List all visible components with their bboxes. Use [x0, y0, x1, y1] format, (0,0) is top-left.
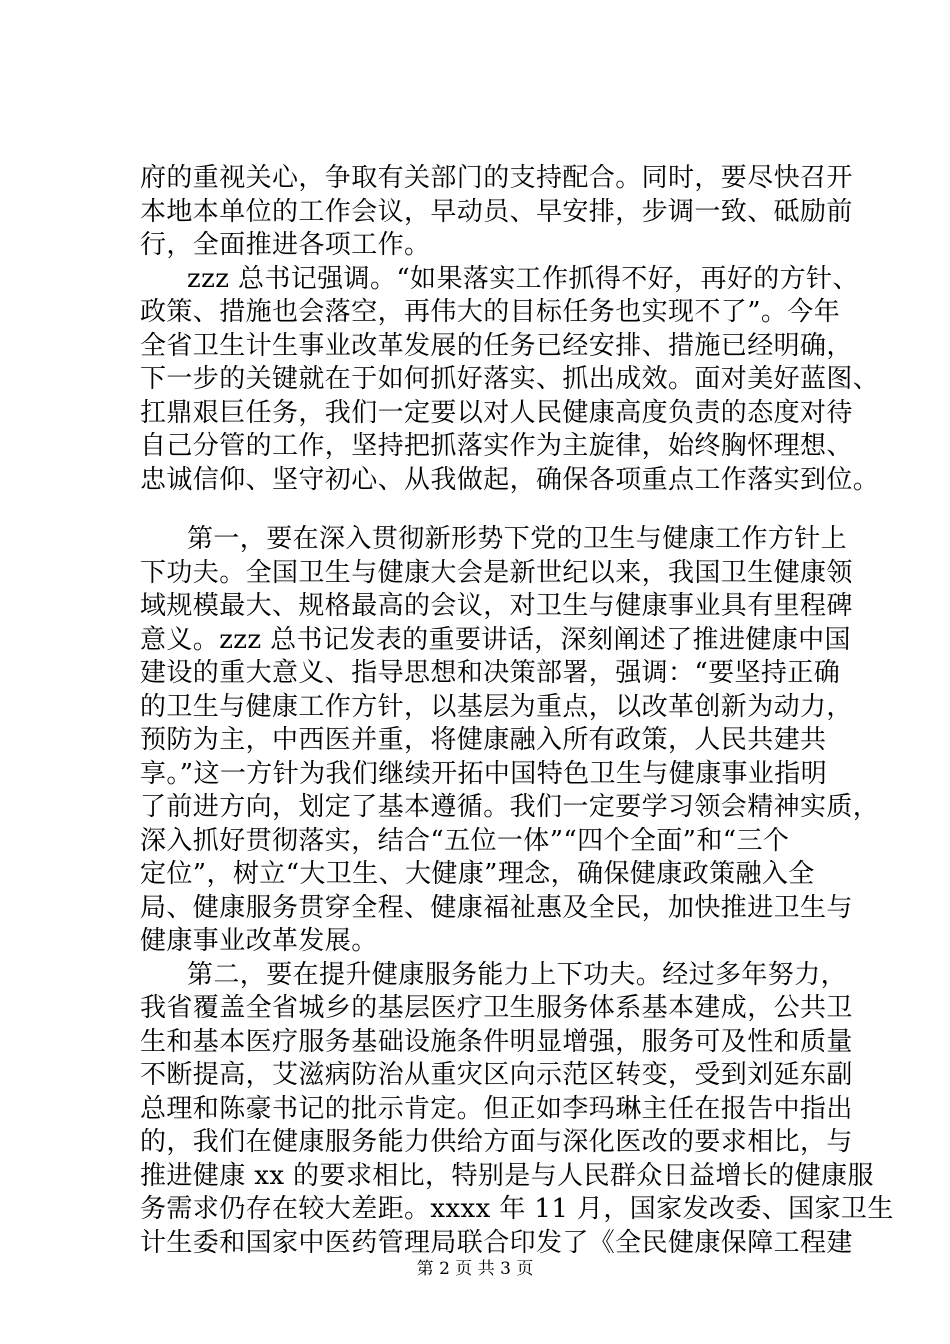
- text-line: zzz 总书记强调。“如果落实工作抓得不好，再好的方针、: [187, 263, 859, 294]
- text-line: 行，全面推进各项工作。: [140, 230, 431, 260]
- text-line: 下功夫。全国卫生与健康大会是新世纪以来，我国卫生健康领: [140, 557, 853, 588]
- text-line: 总理和陈豪书记的批示肯定。但正如李玛琳主任在报告中指出: [140, 1093, 853, 1124]
- text-line: 下一步的关键就在于如何抓好落实、抓出成效。面对美好蓝图、: [140, 364, 880, 394]
- text-line: 全省卫生计生事业改革发展的任务已经安排、措施已经明确，: [140, 330, 853, 361]
- text-line: 的，我们在健康服务能力供给方面与深化医改的要求相比，与: [140, 1127, 853, 1157]
- text-line: 局、健康服务贯穿全程、健康福祉惠及全民，加快推进卫生与: [140, 892, 853, 923]
- text-line: 我省覆盖全省城乡的基层医疗卫生服务体系基本建成，公共卫: [140, 993, 853, 1023]
- text-line: 第二，要在提升健康服务能力上下功夫。经过多年努力，: [187, 959, 848, 990]
- page-number-footer: 第 2 页 共 3 页: [416, 1259, 534, 1279]
- text-line: 第一，要在深入贯彻新形势下党的卫生与健康工作方针上: [187, 524, 848, 554]
- paragraph: [140, 523, 880, 959]
- text-line: 自己分管的工作，坚持把抓落实作为主旋律，始终胸怀理想、: [140, 431, 853, 461]
- text-line: 政策、措施也会落空，再伟大的目标任务也实现不了”。今年: [140, 297, 841, 327]
- text-line: 享。”这一方针为我们继续开拓中国特色卫生与健康事业指明: [140, 758, 828, 789]
- paragraph-gap: [140, 497, 840, 523]
- paragraph: [140, 162, 853, 263]
- text-line: 本地本单位的工作会议，早动员、早安排，步调一致、砥励前: [140, 196, 853, 227]
- text-line: 域规模最大、规格最高的会议，对卫生与健康事业具有里程碑: [140, 591, 853, 621]
- text-line: 深入抓好贯彻落实，结合“五位一体”“四个全面”和“三个: [140, 825, 790, 856]
- text-line: 预防为主，中西医并重，将健康融入所有政策，人民共建共: [140, 725, 827, 755]
- text-line: 的卫生与健康工作方针，以基层为重点，以改革创新为动力，: [140, 691, 853, 722]
- text-line: 意义。zzz 总书记发表的重要讲话，深刻阐述了推进健康中国: [140, 624, 851, 655]
- document-body: [140, 162, 894, 1260]
- text-line: 计生委和国家中医药管理局联合印发了《全民健康保障工程建: [140, 1227, 853, 1258]
- text-line: 生和基本医疗服务基础设施条件明显增强，服务可及性和质量: [140, 1026, 853, 1057]
- text-line: 定位”，树立“大卫生、大健康”理念，确保健康政策融入全: [140, 859, 815, 889]
- text-line: 府的重视关心，争取有关部门的支持配合。同时，要尽快召开: [140, 163, 853, 193]
- paragraph: [140, 263, 880, 498]
- text-line: 不断提高，艾滋病防治从重灾区向示范区转变，受到刘延东副: [140, 1060, 853, 1090]
- text-line: 建设的重大意义、指导思想和决策部署，强调：“要坚持正确: [140, 658, 841, 688]
- text-line: 健康事业改革发展。: [140, 926, 378, 956]
- text-line: 扛鼎艰巨任务，我们一定要以对人民健康高度负责的态度对待: [140, 397, 853, 428]
- text-line: 忠诚信仰、坚守初心、从我做起，确保各项重点工作落实到位。: [140, 464, 880, 495]
- text-line: 推进健康 xx 的要求相比，特别是与人民群众日益增长的健康服: [140, 1160, 874, 1191]
- text-line: 务需求仍存在较大差距。xxxx 年 11 月，国家发改委、国家卫生: [140, 1194, 894, 1224]
- text-line: 了前进方向，划定了基本遵循。我们一定要学习领会精神实质，: [140, 792, 880, 822]
- paragraph: [140, 959, 894, 1261]
